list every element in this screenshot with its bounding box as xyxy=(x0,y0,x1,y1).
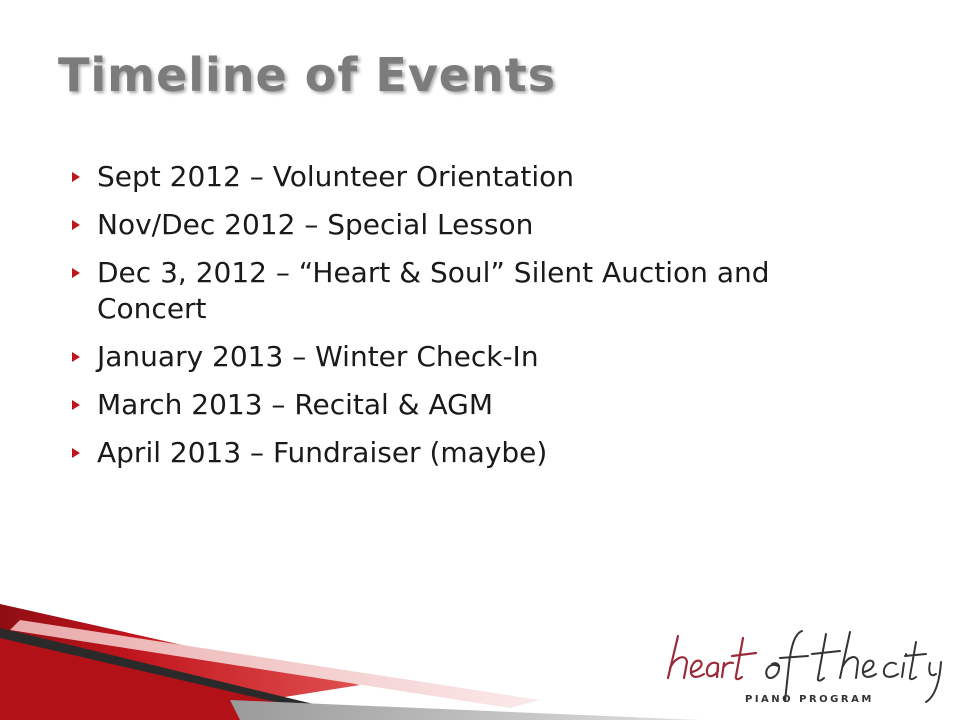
triangle-right-icon xyxy=(72,448,80,458)
bullet-text: January 2013 – Winter Check-In xyxy=(97,340,539,373)
bullet-item xyxy=(72,387,872,423)
logo-tagline: PIANO PROGRAM xyxy=(745,694,874,705)
footer-swoosh-decoration xyxy=(0,590,720,720)
bullet-item xyxy=(72,255,872,327)
triangle-right-icon xyxy=(72,220,80,230)
bullet-item xyxy=(72,435,872,471)
bullet-item xyxy=(72,207,872,243)
bullet-text: Sept 2012 – Volunteer Orientation xyxy=(97,160,575,193)
triangle-right-icon xyxy=(72,400,80,410)
triangle-right-icon xyxy=(72,172,80,182)
bullet-text: March 2013 – Recital & AGM xyxy=(97,388,493,421)
slide-title: Timeline of Events xyxy=(58,48,557,102)
bullet-list xyxy=(72,159,872,483)
bullet-text: Nov/Dec 2012 – Special Lesson xyxy=(97,208,534,241)
bullet-item xyxy=(72,159,872,195)
triangle-right-icon xyxy=(72,268,80,278)
bullet-text: Dec 3, 2012 – “Heart & Soul” Silent Auction and Concert xyxy=(97,256,770,325)
triangle-right-icon xyxy=(72,352,80,362)
bullet-text: April 2013 – Fundraiser (maybe) xyxy=(97,436,548,469)
bullet-item xyxy=(72,339,872,375)
